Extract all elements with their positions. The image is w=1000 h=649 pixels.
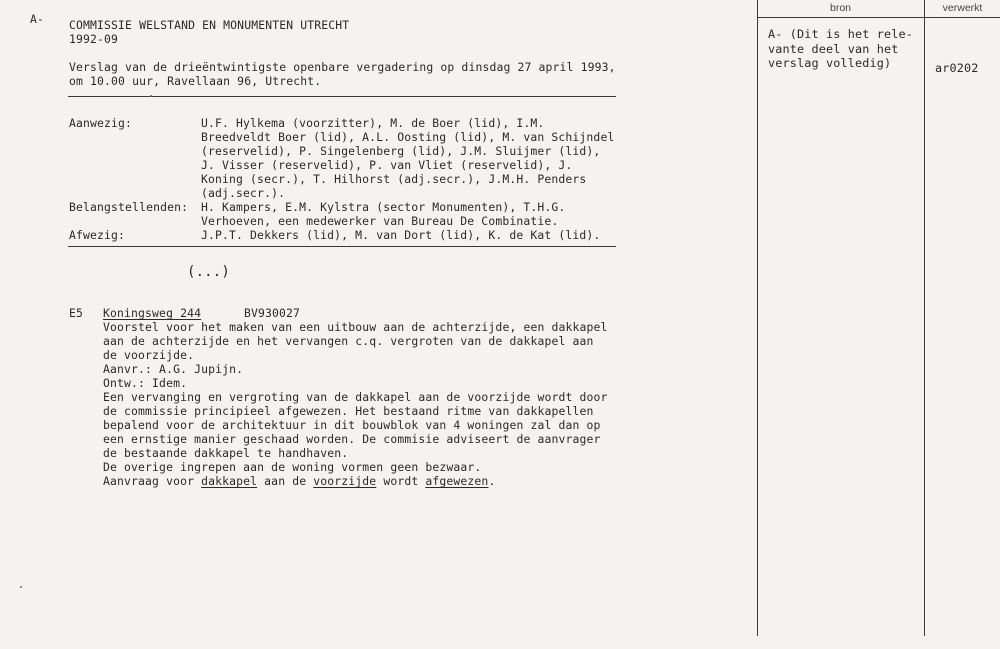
item-line: de voorzijde. (103, 348, 195, 362)
item-line: de bestaande dakkapel te handhaven. (103, 446, 349, 460)
item-line: Aanvr.: A.G. Jupijn. (103, 362, 244, 376)
bron-note-line: A- (Dit is het rele- (768, 27, 914, 41)
stakeholders-line: Verhoeven, een medewerker van Bureau De Combinatie. (201, 214, 559, 228)
item-body (103, 320, 608, 488)
margin-mark: A- (30, 12, 45, 26)
attendance-divider (68, 246, 616, 247)
item-line: een ernstige manier geschaad worden. De commisie adviseert de aanvrager (103, 432, 601, 446)
item-line: De overige ingrepen aan de woning vormen geen bezwaar. (103, 460, 482, 474)
present-line: (adj.secr.). (201, 186, 286, 200)
item-number: E5 (69, 306, 84, 320)
bron-note (768, 27, 913, 71)
verwerkt-value: ar0202 (935, 61, 979, 75)
stakeholders-label: Belangstellenden: (69, 200, 189, 214)
scan-speck (20, 586, 22, 588)
decision-text: . (488, 474, 496, 488)
verwerkt-column-header: verwerkt (942, 2, 983, 14)
report-line-2: om 10.00 uur, Ravellaan 96, Utrecht. (69, 74, 322, 88)
present-line: (reservelid), P. Singelenberg (lid), J.M. Sluijmer (lid), (201, 144, 601, 158)
item-line: Een vervanging en vergroting van de dakkapel aan de voorzijde wordt door (103, 390, 608, 404)
item-address: Koningsweg 244 (103, 306, 202, 320)
item-line: Voorstel voor het maken van een uitbouw aan de achterzijde, een dakkapel (103, 320, 608, 334)
bron-note-line: vante deel van het (768, 41, 899, 56)
bron-note-line: verslag volledig) (768, 56, 892, 70)
agenda-item (69, 306, 608, 488)
stakeholders-list (201, 200, 565, 228)
present-line: U.F. Hylkema (voorzitter), M. de Boer (lid), I.M. (201, 116, 545, 130)
present-list (201, 116, 614, 200)
absent-label: Afwezig: (69, 228, 126, 242)
decision-location: voorzijde (313, 474, 377, 488)
stakeholders-line: H. Kampers, E.M. Kylstra (sector Monumenten), T.H.G. (201, 200, 566, 214)
report-line-1: Verslag van de drieëntwintigste openbare vergadering op dinsdag 27 april 1993, (69, 60, 616, 74)
organization-title: COMMISSIE WELSTAND EN MONUMENTEN UTRECHT (69, 18, 350, 32)
document-code: 1992-09 (69, 32, 119, 46)
omission-ellipsis: (...) (187, 264, 230, 280)
sidebar-left-border (757, 0, 758, 636)
attendance-section (69, 116, 629, 242)
item-line: de commissie principieel afgewezen. Het bestaand ritme van dakkapellen (103, 404, 594, 418)
present-line: J. Visser (reservelid), P. van Vliet (reservelid), J. (201, 158, 573, 172)
decision-text: aan de (257, 474, 314, 488)
decision-text: wordt (376, 474, 426, 488)
absent-line: J.P.T. Dekkers (lid), M. van Dort (lid), K. de Kat (lid). (201, 228, 601, 242)
item-line: aan de achterzijde en het vervangen c.q. vergroten van de dakkapel aan (103, 334, 594, 348)
scan-speck (150, 95, 152, 97)
present-line: Koning (secr.), T. Hilhorst (adj.secr.), J.M.H. Penders (201, 172, 587, 186)
document-header (69, 18, 616, 88)
present-label: Aanwezig: (69, 116, 133, 130)
decision-subject: dakkapel (201, 474, 258, 488)
sidebar-column-divider (924, 0, 925, 636)
bron-column-header: bron (829, 2, 851, 14)
present-line: Breedveldt Boer (lid), A.L. Oosting (lid), M. van Schijndel (201, 130, 615, 144)
decision-text: Aanvraag voor (103, 474, 202, 488)
item-line: bepalend voor de architektuur in dit bouwblok van 4 woningen zal dan op (103, 418, 601, 432)
item-line: Ontw.: Idem. (103, 376, 188, 390)
decision-verdict: afgewezen (425, 474, 489, 488)
item-code: BV930027 (244, 306, 301, 320)
sidebar-header-divider (757, 17, 1000, 18)
item-decision (103, 474, 608, 488)
